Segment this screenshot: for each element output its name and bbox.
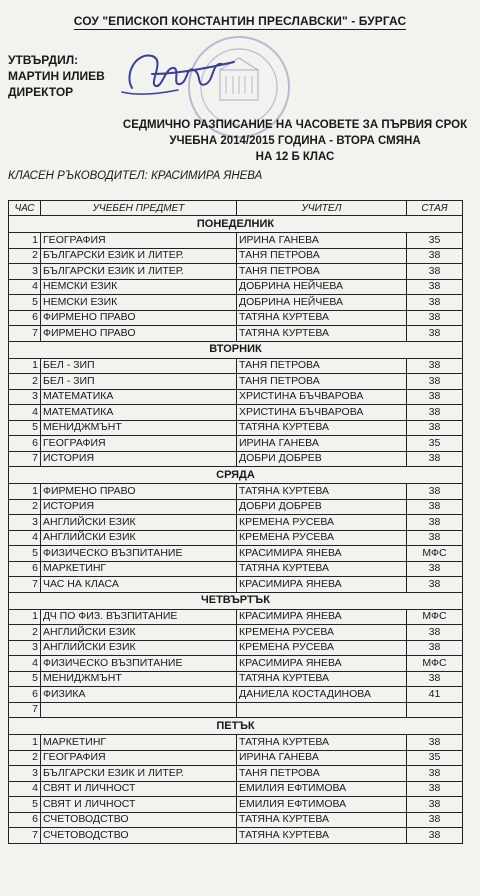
room-cell: 38 [407, 766, 463, 782]
room-cell: 38 [407, 451, 463, 467]
title-line-3: НА 12 Б КЛАС [255, 151, 335, 163]
teacher-cell: КРАСИМИРА ЯНЕВА [237, 656, 407, 672]
table-row [9, 702, 463, 718]
subject-cell: ФИЗИЧЕСКО ВЪЗПИТАНИЕ [41, 656, 237, 672]
header-row [9, 201, 463, 216]
day-name: ЧЕТВЪРТЪК [9, 592, 463, 609]
room-cell: 38 [407, 248, 463, 264]
subject-cell: МАРКЕТИНГ [41, 561, 237, 577]
table-row [9, 687, 463, 703]
subject-cell: АНГЛИЙСКИ ЕЗИК [41, 640, 237, 656]
subject-cell [41, 702, 237, 718]
room-cell: 38 [407, 295, 463, 311]
table-row [9, 766, 463, 782]
teacher-cell: ДОБРИНА НЕЙЧЕВА [237, 279, 407, 295]
hour-number: 1 [9, 233, 41, 249]
director-title: ДИРЕКТОР [8, 85, 74, 99]
table-row [9, 233, 463, 249]
hour-number: 3 [9, 766, 41, 782]
subject-cell: ФИРМЕНО ПРАВО [41, 484, 237, 500]
hour-number: 3 [9, 389, 41, 405]
room-cell: 38 [407, 828, 463, 844]
room-cell: 38 [407, 735, 463, 751]
teacher-cell: ТАТЯНА КУРТЕВА [237, 310, 407, 326]
hour-number: 6 [9, 687, 41, 703]
subject-cell: ИСТОРИЯ [41, 451, 237, 467]
subject-cell: МЕНИДЖМЪНТ [41, 671, 237, 687]
hour-number: 2 [9, 625, 41, 641]
table-row [9, 640, 463, 656]
room-cell: 38 [407, 405, 463, 421]
room-cell: 38 [407, 781, 463, 797]
room-cell: 38 [407, 515, 463, 531]
room-cell: 41 [407, 687, 463, 703]
teacher-cell: ДОБРИ ДОБРЕВ [237, 499, 407, 515]
subject-cell: ГЕОГРАФИЯ [41, 233, 237, 249]
day-header-row [9, 467, 463, 484]
room-cell: 38 [407, 310, 463, 326]
subject-cell: СЧЕТОВОДСТВО [41, 812, 237, 828]
hour-number: 2 [9, 499, 41, 515]
room-cell: 38 [407, 420, 463, 436]
teacher-cell [237, 702, 407, 718]
teacher-cell: ТАТЯНА КУРТЕВА [237, 484, 407, 500]
table-row [9, 750, 463, 766]
hour-number: 5 [9, 295, 41, 311]
teacher-cell: КРАСИМИРА ЯНЕВА [237, 546, 407, 562]
table-row [9, 326, 463, 342]
hour-number: 7 [9, 702, 41, 718]
room-cell: 38 [407, 530, 463, 546]
room-cell: 38 [407, 484, 463, 500]
schedule-table [8, 200, 463, 844]
table-row [9, 279, 463, 295]
director-name: МАРТИН ИЛИЕВ [8, 69, 105, 83]
room-cell: 38 [407, 812, 463, 828]
day-name: ПОНЕДЕЛНИК [9, 216, 463, 233]
table-row [9, 671, 463, 687]
teacher-cell: КРАСИМИРА ЯНЕВА [237, 577, 407, 593]
title-line-1: СЕДМИЧНО РАЗПИСАНИЕ НА ЧАСОВЕТЕ ЗА ПЪРВИЯ СРОК [122, 119, 468, 131]
room-cell: 38 [407, 374, 463, 390]
room-cell: 38 [407, 358, 463, 374]
hour-number: 4 [9, 656, 41, 672]
room-cell: МФС [407, 609, 463, 625]
teacher-cell: ТАТЯНА КУРТЕВА [237, 420, 407, 436]
teacher-cell: ТАНЯ ПЕТРОВА [237, 766, 407, 782]
teacher-cell: КРЕМЕНА РУСЕВА [237, 625, 407, 641]
day-name: ПЕТЪК [9, 718, 463, 735]
hour-number: 7 [9, 828, 41, 844]
hour-number: 5 [9, 671, 41, 687]
teacher-cell: ИРИНА ГАНЕВА [237, 436, 407, 452]
table-row [9, 781, 463, 797]
hour-number: 4 [9, 279, 41, 295]
table-row [9, 420, 463, 436]
table-row [9, 828, 463, 844]
schedule-body [9, 216, 463, 844]
table-row [9, 735, 463, 751]
room-cell: 35 [407, 233, 463, 249]
table-row [9, 515, 463, 531]
table-row [9, 451, 463, 467]
subject-cell: БЕЛ - ЗИП [41, 374, 237, 390]
hour-number: 7 [9, 577, 41, 593]
subject-cell: ИСТОРИЯ [41, 499, 237, 515]
table-row [9, 484, 463, 500]
hour-number: 2 [9, 248, 41, 264]
table-row [9, 405, 463, 421]
table-row [9, 546, 463, 562]
subject-cell: БЪЛГАРСКИ ЕЗИК И ЛИТЕР. [41, 264, 237, 280]
teacher-cell: ТАТЯНА КУРТЕВА [237, 326, 407, 342]
subject-cell: МАТЕМАТИКА [41, 389, 237, 405]
subject-cell: СВЯТ И ЛИЧНОСТ [41, 797, 237, 813]
hour-number: 7 [9, 451, 41, 467]
teacher-cell: ТАНЯ ПЕТРОВА [237, 248, 407, 264]
subject-cell: МАТЕМАТИКА [41, 405, 237, 421]
table-row [9, 310, 463, 326]
teacher-cell: ХРИСТИНА БЪЧВАРОВА [237, 389, 407, 405]
hour-number: 1 [9, 484, 41, 500]
hour-number: 4 [9, 781, 41, 797]
teacher-cell: ИРИНА ГАНЕВА [237, 233, 407, 249]
room-cell: 35 [407, 436, 463, 452]
teacher-cell: ДОБРИ ДОБРЕВ [237, 451, 407, 467]
room-cell: 38 [407, 625, 463, 641]
hour-number: 5 [9, 546, 41, 562]
teacher-cell: ЕМИЛИЯ ЕФТИМОВА [237, 781, 407, 797]
teacher-cell: ТАТЯНА КУРТЕВА [237, 812, 407, 828]
subject-cell: ФИЗИЧЕСКО ВЪЗПИТАНИЕ [41, 546, 237, 562]
hour-number: 4 [9, 530, 41, 546]
subject-cell: БЪЛГАРСКИ ЕЗИК И ЛИТЕР. [41, 766, 237, 782]
subject-cell: СЧЕТОВОДСТВО [41, 828, 237, 844]
hour-number: 6 [9, 561, 41, 577]
teacher-cell: ТАТЯНА КУРТЕВА [237, 671, 407, 687]
day-name: СРЯДА [9, 467, 463, 484]
hour-number: 2 [9, 750, 41, 766]
teacher-cell: ХРИСТИНА БЪЧВАРОВА [237, 405, 407, 421]
table-row [9, 812, 463, 828]
table-row [9, 577, 463, 593]
subject-cell: НЕМСКИ ЕЗИК [41, 295, 237, 311]
teacher-cell: ТАТЯНА КУРТЕВА [237, 561, 407, 577]
subject-cell: ФИЗИКА [41, 687, 237, 703]
col-room-header: СТАЯ [407, 201, 463, 216]
table-row [9, 374, 463, 390]
room-cell: 38 [407, 640, 463, 656]
hour-number: 5 [9, 797, 41, 813]
day-header-row [9, 718, 463, 735]
hour-number: 3 [9, 515, 41, 531]
col-subject-header: УЧЕБЕН ПРЕДМЕТ [41, 201, 237, 216]
table-row [9, 295, 463, 311]
room-cell: 38 [407, 264, 463, 280]
room-cell: 38 [407, 279, 463, 295]
table-row [9, 609, 463, 625]
day-header-row [9, 216, 463, 233]
room-cell: 38 [407, 499, 463, 515]
subject-cell: ГЕОГРАФИЯ [41, 436, 237, 452]
hour-number: 3 [9, 264, 41, 280]
subject-cell: ЧАС НА КЛАСА [41, 577, 237, 593]
subject-cell: АНГЛИЙСКИ ЕЗИК [41, 625, 237, 641]
room-cell: 38 [407, 326, 463, 342]
subject-cell: ГЕОГРАФИЯ [41, 750, 237, 766]
hour-number: 7 [9, 326, 41, 342]
table-row [9, 625, 463, 641]
teacher-cell: ТАНЯ ПЕТРОВА [237, 264, 407, 280]
table-row [9, 797, 463, 813]
hour-number: 6 [9, 310, 41, 326]
day-name: ВТОРНИК [9, 341, 463, 358]
hour-number: 3 [9, 640, 41, 656]
approval-block [8, 52, 105, 100]
subject-cell: МАРКЕТИНГ [41, 735, 237, 751]
hour-number: 6 [9, 436, 41, 452]
table-row [9, 248, 463, 264]
subject-cell: АНГЛИЙСКИ ЕЗИК [41, 530, 237, 546]
teacher-cell: КРАСИМИРА ЯНЕВА [237, 609, 407, 625]
hour-number: 1 [9, 358, 41, 374]
room-cell: МФС [407, 656, 463, 672]
table-row [9, 436, 463, 452]
signature-icon [118, 44, 238, 104]
teacher-cell: ЕМИЛИЯ ЕФТИМОВА [237, 797, 407, 813]
teacher-cell: ДОБРИНА НЕЙЧЕВА [237, 295, 407, 311]
subject-cell: АНГЛИЙСКИ ЕЗИК [41, 515, 237, 531]
day-header-row [9, 592, 463, 609]
table-row [9, 656, 463, 672]
room-cell: 38 [407, 561, 463, 577]
room-cell: 38 [407, 797, 463, 813]
subject-cell: ДЧ ПО ФИЗ. ВЪЗПИТАНИЕ [41, 609, 237, 625]
teacher-cell: ТАТЯНА КУРТЕВА [237, 828, 407, 844]
teacher-cell: ИРИНА ГАНЕВА [237, 750, 407, 766]
table-row [9, 499, 463, 515]
teacher-cell: ДАНИЕЛА КОСТАДИНОВА [237, 687, 407, 703]
teacher-cell: ТАТЯНА КУРТЕВА [237, 735, 407, 751]
subject-cell: СВЯТ И ЛИЧНОСТ [41, 781, 237, 797]
table-row [9, 561, 463, 577]
hour-number: 6 [9, 812, 41, 828]
approval-label: УТВЪРДИЛ: [8, 53, 79, 67]
title-line-2: УЧЕБНА 2014/2015 ГОДИНА - ВТОРА СМЯНА [169, 135, 421, 147]
subject-cell: ФИРМЕНО ПРАВО [41, 326, 237, 342]
table-row [9, 264, 463, 280]
day-header-row [9, 341, 463, 358]
subject-cell: ФИРМЕНО ПРАВО [41, 310, 237, 326]
teacher-cell: ТАНЯ ПЕТРОВА [237, 374, 407, 390]
room-cell: МФС [407, 546, 463, 562]
teacher-cell: КРЕМЕНА РУСЕВА [237, 515, 407, 531]
hour-number: 2 [9, 374, 41, 390]
room-cell: 38 [407, 671, 463, 687]
subject-cell: БЪЛГАРСКИ ЕЗИК И ЛИТЕР. [41, 248, 237, 264]
teacher-cell: ТАНЯ ПЕТРОВА [237, 358, 407, 374]
school-name: СОУ "ЕПИСКОП КОНСТАНТИН ПРЕСЛАВСКИ" - БУРГАС [73, 14, 407, 28]
teacher-cell: КРЕМЕНА РУСЕВА [237, 640, 407, 656]
room-cell: 38 [407, 577, 463, 593]
col-teacher-header: УЧИТЕЛ [237, 201, 407, 216]
subject-cell: БЕЛ - ЗИП [41, 358, 237, 374]
hour-number: 4 [9, 405, 41, 421]
class-teacher: КЛАСЕН РЪКОВОДИТЕЛ: КРАСИМИРА ЯНЕВА [8, 170, 263, 182]
room-cell: 35 [407, 750, 463, 766]
table-row [9, 530, 463, 546]
room-cell [407, 702, 463, 718]
room-cell: 38 [407, 389, 463, 405]
table-row [9, 358, 463, 374]
col-hour-header: ЧАС [9, 201, 41, 216]
table-row [9, 389, 463, 405]
hour-number: 1 [9, 609, 41, 625]
teacher-cell: КРЕМЕНА РУСЕВА [237, 530, 407, 546]
hour-number: 1 [9, 735, 41, 751]
hour-number: 5 [9, 420, 41, 436]
subject-cell: НЕМСКИ ЕЗИК [41, 279, 237, 295]
subject-cell: МЕНИДЖМЪНТ [41, 420, 237, 436]
